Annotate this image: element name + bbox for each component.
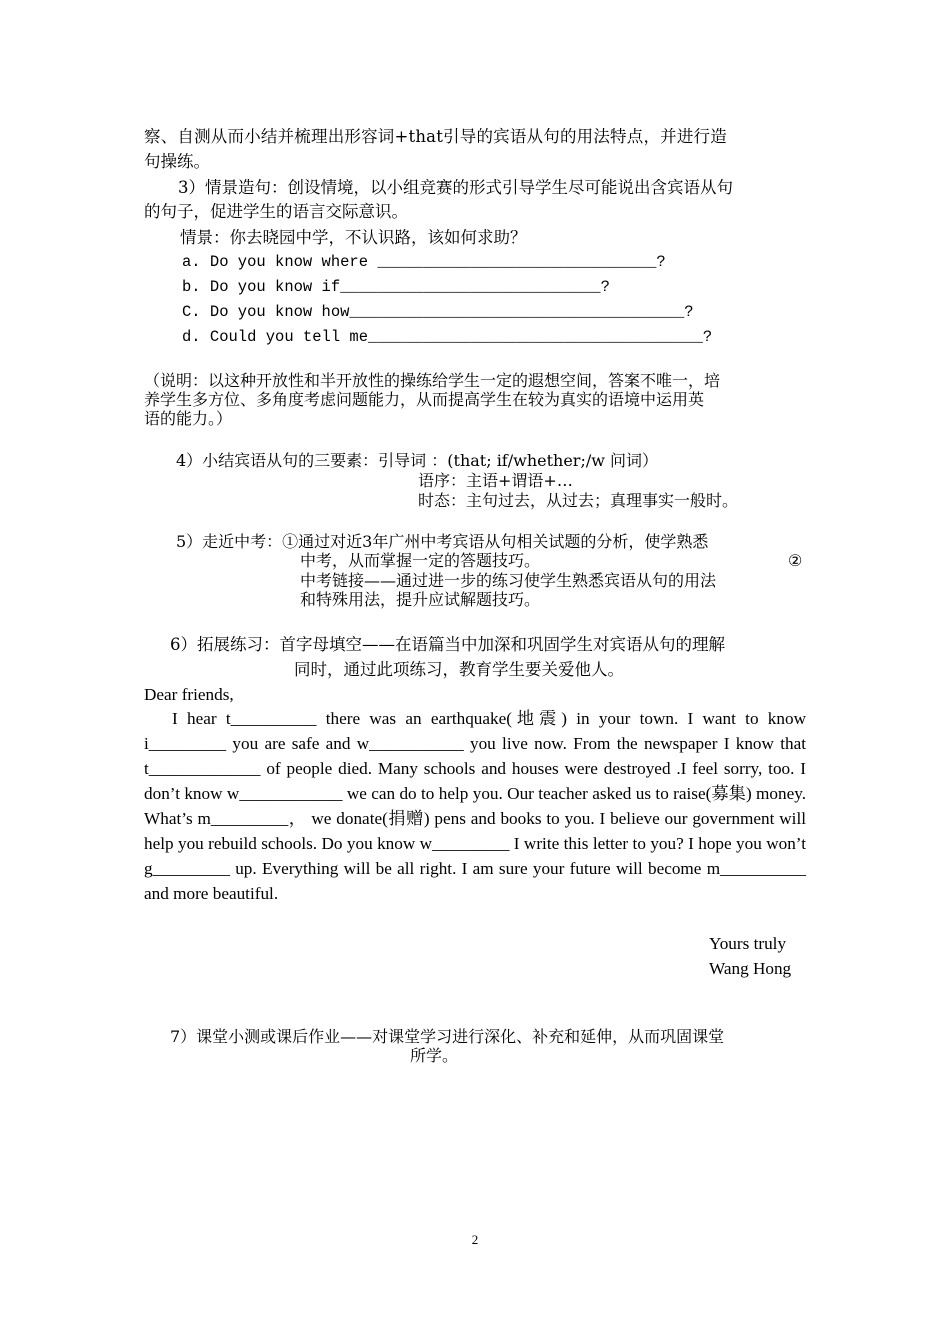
scenario-text: 情景：你去晓园中学，不认识路，该如何求助？ <box>180 228 527 247</box>
exercise-item-a: a. Do you know where ______________________________? <box>182 253 666 271</box>
section-4-tense: 时态：主句过去，从过去；真理事实一般时。 <box>418 491 739 510</box>
letter-closing: Yours truly <box>709 934 787 953</box>
section-5-marker: ② <box>788 551 803 570</box>
section-5-heading: 5）走近中考：①通过对近3年广州中考宾语从句相关试题的分析，使学熟悉 <box>176 532 709 551</box>
section-3-heading: 3）情景造句：创设情境，以小组竞赛的形式引导学生尽可能说出含宾语从句 <box>178 178 733 197</box>
section-6-heading: 6）拓展练习：首字母填空——在语篇当中加深和巩固学生对宾语从句的理解 <box>170 635 725 654</box>
letter-signature: Wang Hong <box>709 959 792 978</box>
section-7-heading: 7）课堂小测或课后作业——对课堂学习进行深化、补充和延伸，从而巩固课堂 <box>170 1027 725 1046</box>
section-3-heading-cont: 的句子，促进学生的语言交际意识。 <box>144 202 408 221</box>
note-line-1: （说明：以这种开放性和半开放性的操练给学生一定的遐想空间，答案不唯一，培 <box>144 371 721 390</box>
section-5-line-4: 和特殊用法，提升应试解题技巧。 <box>300 590 541 609</box>
section-5-line-3: 中考链接——通过进一步的练习使学生熟悉宾语从句的用法 <box>300 571 717 590</box>
section-5-line-2: 中考，从而掌握一定的答题技巧。 <box>300 551 541 570</box>
letter-body: I hear t__________ there was an earthquake(地震) in your town. I want to know i_________ you are safe and w___________ you live now. From the newspaper I know that t_____________ of people died. Many schools and houses were destroyed .I feel sorry, too. I don’t know w____________ we can do to help you. Our teacher asked us to raise(募集) money. What’s m_________， we donate(捐赠) pens and books to you. I believe our government will help you rebuild schools. Do you know w_________ I write this letter to you? I hope you won’t g_________ up. Everything will be all right. I am sure your future will become m__________ and more beautiful. <box>144 709 806 903</box>
intro-line-1: 察、自测从而小结并梳理出形容词+that引导的宾语从句的用法特点，并进行造 <box>144 127 727 146</box>
intro-line-2: 句操练。 <box>144 152 210 171</box>
section-4-word-order: 语序：主语+谓语+… <box>418 471 573 490</box>
exercise-item-c: C. Do you know how____________________________________? <box>182 303 694 321</box>
letter-greeting: Dear friends, <box>144 685 234 704</box>
exercise-item-b: b. Do you know if____________________________? <box>182 278 610 296</box>
section-6-line-2: 同时，通过此项练习，教育学生要关爱他人。 <box>294 660 624 679</box>
note-line-2: 养学生多方位、多角度考虑问题能力，从而提高学生在较为真实的语境中运用英 <box>144 390 705 409</box>
exercise-item-d: d. Could you tell me____________________________________? <box>182 328 713 346</box>
page-number: 2 <box>471 1232 479 1247</box>
note-line-3: 语的能力。） <box>144 409 233 428</box>
section-7-line-2: 所学。 <box>410 1046 459 1065</box>
section-4-heading: 4）小结宾语从句的三要素：引导词 ：(that; if/whether;/w 问词） <box>176 451 659 470</box>
